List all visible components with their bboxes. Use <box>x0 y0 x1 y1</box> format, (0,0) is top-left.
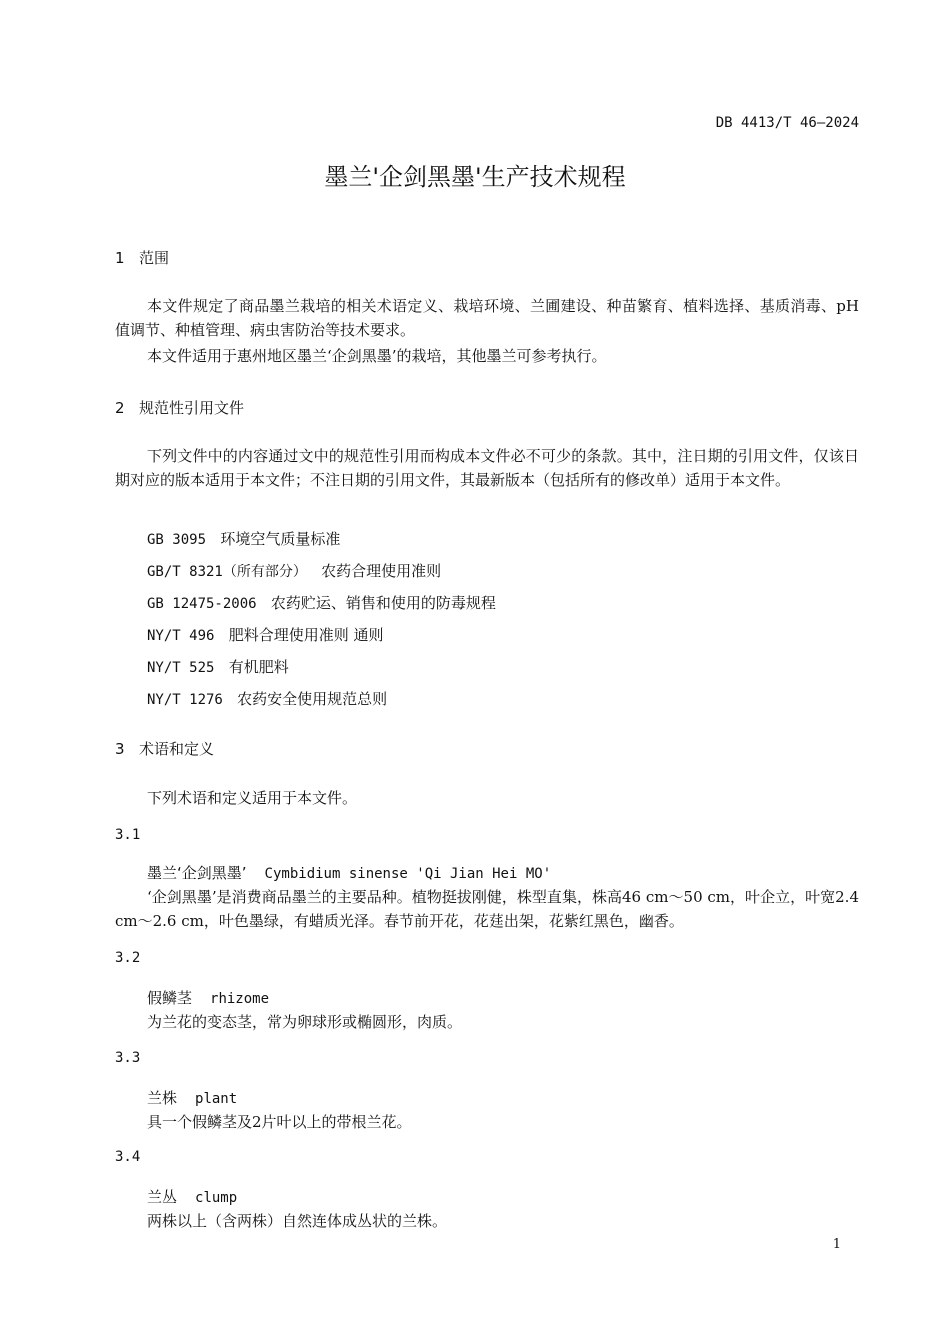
reference-title: 农药贮运、销售和使用的防毒规程 <box>270 594 496 612</box>
section-heading-scope <box>115 247 169 268</box>
section-number: 1 <box>115 249 125 267</box>
term-en: plant <box>195 1091 238 1107</box>
term-heading <box>147 1186 237 1207</box>
reference-code: NY/T 525 <box>147 660 215 676</box>
reference-title: 农药合理使用准则 <box>321 562 442 580</box>
page-number: 1 <box>832 1237 841 1252</box>
term-number: 3.3 <box>115 1050 141 1066</box>
term-heading <box>147 862 551 883</box>
reference-code: GB/T 8321（所有部分） <box>147 564 307 580</box>
document-title: 墨兰'企剑黑墨'生产技术规程 <box>324 163 626 191</box>
reference-code: NY/T 1276 <box>147 692 223 708</box>
reference-code: GB 12475-2006 <box>147 596 257 612</box>
reference-item <box>147 560 441 581</box>
term-en: Cymbidium sinense 'Qi Jian Hei MO' <box>264 866 552 882</box>
section-number: 3 <box>115 740 125 758</box>
term-en: clump <box>195 1190 238 1206</box>
reference-title: 农药安全使用规范总则 <box>237 690 388 708</box>
term-number: 3.1 <box>115 827 141 843</box>
reference-title: 肥料合理使用准则 通则 <box>228 626 384 644</box>
reference-title: 有机肥料 <box>228 658 289 676</box>
section-title: 规范性引用文件 <box>139 399 245 417</box>
term-heading <box>147 1087 237 1108</box>
term-number: 3.4 <box>115 1149 141 1165</box>
term-definition: 为兰花的变态茎，常为卵球形或椭圆形，肉质。 <box>147 1013 463 1031</box>
paragraph: 下列文件中的内容通过文中的规范性引用而构成本文件必不可少的条款。其中，注日期的引用文件，仅该日期对应的版本适用于本文件；不注日期的引用文件，其最新版本（包括所有的修改单）适用于本文件。 <box>115 447 859 489</box>
term-zh: 假鳞茎 <box>147 989 193 1007</box>
paragraph: 下列术语和定义适用于本文件。 <box>147 789 358 807</box>
term-definition: 两株以上（含两株）自然连体成丛状的兰株。 <box>147 1212 448 1230</box>
term-zh: 墨兰‘企剑黑墨’ <box>147 864 247 882</box>
section-number: 2 <box>115 399 125 417</box>
paragraph: 本文件规定了商品墨兰栽培的相关术语定义、栽培环境、兰圃建设、种苗繁育、植料选择、基质消毒、pH值调节、种植管理、病虫害防治等技术要求。 <box>115 297 859 339</box>
term-definition: 具一个假鳞茎及2片叶以上的带根兰花。 <box>147 1113 412 1131</box>
reference-item <box>147 592 496 613</box>
document-code: DB 4413/T 46—2024 <box>715 115 859 131</box>
term-zh: 兰丛 <box>147 1188 178 1206</box>
term-heading <box>147 987 269 1008</box>
reference-item <box>147 528 340 549</box>
term-zh: 兰株 <box>147 1089 178 1107</box>
reference-item <box>147 624 384 645</box>
section-heading-normative-references <box>115 397 244 418</box>
term-number: 3.2 <box>115 950 141 966</box>
reference-title: 环境空气质量标准 <box>220 530 341 548</box>
paragraph: 本文件适用于惠州地区墨兰‘企剑黑墨’的栽培，其他墨兰可参考执行。 <box>147 347 607 365</box>
section-title: 范围 <box>139 249 170 267</box>
term-definition: ‘企剑黑墨’是消费商品墨兰的主要品种。植物挺拔刚健，株型直集，株高46 cm～50 cm，叶企立，叶宽2.4 cm～2.6 cm，叶色墨绿，有蜡质光泽。春节前开花，花莛出架，花紫红黑色，幽香。 <box>115 888 859 930</box>
reference-item <box>147 688 387 709</box>
reference-code: NY/T 496 <box>147 628 215 644</box>
term-en: rhizome <box>210 991 270 1007</box>
reference-code: GB 3095 <box>147 532 207 548</box>
section-title: 术语和定义 <box>139 740 215 758</box>
section-heading-terms-definitions <box>115 738 214 759</box>
reference-item <box>147 656 289 677</box>
